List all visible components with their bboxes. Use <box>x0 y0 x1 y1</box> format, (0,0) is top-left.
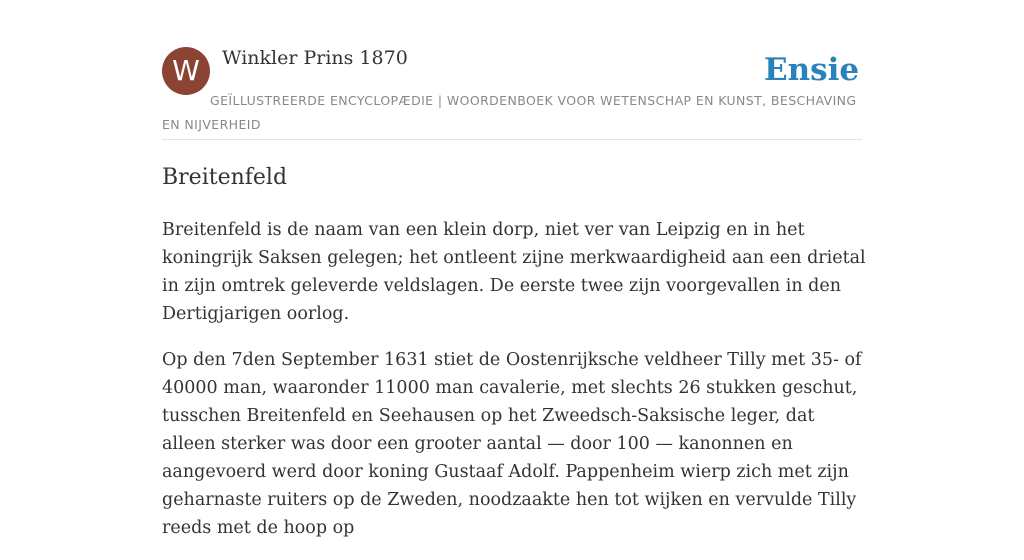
ensie-logo-link[interactable]: Ensie <box>764 52 860 88</box>
article-paragraph: Op den 7den September 1631 stiet de Oostenrijksche veldheer Tilly met 35- of 40000 man, waaronder 11000 man cavalerie, met slechts 26 stukken geschut, tusschen Breitenfeld en Seehausen op het Zweedsch-Saksische leger, dat alleen sterker was door een grooter aantal — door 100 — kanonnen en aangevoerd werd door koning Gustaaf Adolf. Pappenheim wierp zich met zijn geharnaste ruiters op de Zweden, noodzaakte hen tot wijken en vervulde Tilly reeds met de hoop op <box>162 350 862 538</box>
source-title-link[interactable]: Winkler Prins 1870 <box>222 47 408 69</box>
entry-title: Breitenfeld <box>162 165 288 190</box>
source-subtitle: GEÏLLUSTREERDE ENCYCLOPÆDIE | WOORDENBOEK VOOR WETENSCHAP EN KUNST, BESCHAVING EN NIJVERHEID <box>162 93 857 132</box>
source-avatar[interactable]: W <box>162 47 210 95</box>
header-divider <box>162 139 862 140</box>
article-body <box>162 216 867 560</box>
article-paragraph: Breitenfeld is de naam van een klein dorp, niet ver van Leipzig en in het koningrijk Saksen gelegen; het ontleent zijne merkwaardigheid aan een drietal in zijn omtrek geleverde veldslagen. De eerste twee zijn voorgevallen in den Dertigjarigen oorlog. <box>162 220 866 324</box>
